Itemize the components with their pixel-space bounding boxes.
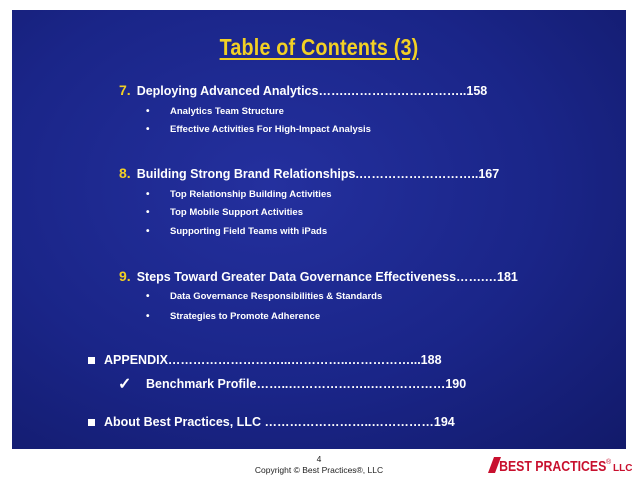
best-practices-logo — [486, 455, 632, 475]
subitem-label: Strategies to Promote Adherence — [170, 311, 321, 322]
toc-subitem — [146, 291, 382, 302]
subitem-label: Supporting Field Teams with iPads — [170, 226, 328, 237]
bullet-icon: • — [146, 106, 150, 117]
section-number: 7. — [119, 82, 131, 98]
page-number: 4 — [316, 454, 322, 464]
toc-subitem — [146, 311, 320, 322]
subitem-label: Top Relationship Building Activities — [170, 189, 332, 200]
toc-section-7 — [119, 82, 487, 98]
subitem-label: Top Mobile Support Activities — [170, 207, 303, 218]
toc-subitem — [146, 189, 332, 200]
toc-benchmark-profile: Benchmark Profile……..………………..………………190 — [146, 377, 467, 391]
bullet-icon: • — [146, 189, 150, 200]
toc-about: About Best Practices, LLC ……………………..……………194 — [104, 415, 455, 429]
bullet-icon: • — [146, 291, 150, 302]
section-text: Deploying Advanced Analytics…….………………………..158 — [136, 84, 488, 98]
bullet-icon: • — [146, 311, 150, 322]
subitem-label: Data Governance Responsibilities & Standards — [170, 291, 383, 302]
square-bullet-icon — [88, 357, 95, 364]
subitem-label: Effective Activities For High-Impact Analysis — [170, 124, 371, 135]
checkmark-icon: ✓ — [118, 376, 132, 393]
bullet-icon: • — [146, 207, 150, 218]
subitem-label: Analytics Team Structure — [170, 106, 284, 117]
square-bullet-icon — [88, 419, 95, 426]
toc-section-8 — [119, 165, 499, 181]
toc-section-9 — [119, 268, 518, 284]
section-number: 8. — [119, 165, 131, 181]
bullet-icon: • — [146, 226, 150, 237]
section-text: Steps Toward Greater Data Governance Effectiveness…….…181 — [136, 270, 518, 284]
section-number: 9. — [119, 268, 131, 284]
toc-subitem — [146, 207, 303, 218]
bullet-icon: • — [146, 124, 150, 135]
page-title: Table of Contents (3) — [219, 34, 419, 60]
logo-text: BEST PRACTICES — [499, 457, 607, 475]
logo-registered: ® — [606, 459, 612, 466]
copyright-text: Copyright © Best Practices®, LLC — [254, 465, 384, 475]
logo-suffix: LLC — [613, 463, 632, 474]
toc-subitem — [146, 124, 371, 135]
toc-subitem — [146, 226, 327, 237]
toc-appendix: APPENDIX………………………...…………..……………...188 — [104, 353, 442, 367]
section-text: Building Strong Brand Relationships.………………………..167 — [136, 167, 500, 181]
toc-subitem — [146, 106, 284, 117]
